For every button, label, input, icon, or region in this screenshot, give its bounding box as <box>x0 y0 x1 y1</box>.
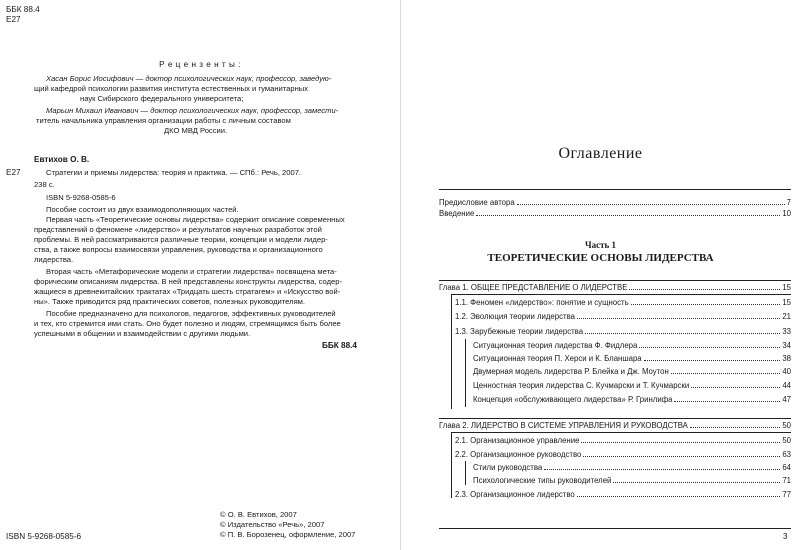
toc-entry-page: 71 <box>782 476 791 485</box>
toc-entry <box>455 489 791 500</box>
toc-divider <box>439 418 791 419</box>
toc-entry <box>439 208 791 219</box>
toc-bracket <box>465 461 466 485</box>
annotation-line: проблемы. В ней рассматриваются различные теории, концепции и модели лидер- <box>34 235 328 244</box>
toc-entry-page: 40 <box>782 367 791 376</box>
toc-entry-page: 15 <box>782 298 791 307</box>
toc-entry-page: 47 <box>782 395 791 404</box>
toc-leader <box>629 289 780 290</box>
toc-entry-title: 2.3. Организационное лидерство <box>455 490 575 499</box>
toc-entry-page: 7 <box>786 198 791 207</box>
copyright-line: © Издательство «Речь», 2007 <box>220 520 325 529</box>
toc-entry <box>455 326 791 337</box>
reviewer-line: наук Сибирского федерального университета; <box>80 94 244 103</box>
toc-divider <box>451 294 791 295</box>
citation-line: Стратегии и приемы лидерства: теория и практика. — СПб.: Речь, 2007. <box>46 168 302 177</box>
toc-bracket <box>451 294 452 409</box>
part-title: ТЕОРЕТИЧЕСКИЕ ОСНОВЫ ЛИДЕРСТВА <box>487 252 714 264</box>
annotation-line: форическим описаниям лидерства. В ней представлены конструкты лидерства, содер- <box>34 277 343 286</box>
copyright-line: © П. В. Борозенец, оформление, 2007 <box>220 530 356 539</box>
toc-divider <box>439 280 791 281</box>
annotation-line: успешными в общении и взаимодействии с другими людьми. <box>34 329 251 338</box>
toc-entry-page: 63 <box>782 450 791 459</box>
toc-leader <box>583 456 780 457</box>
toc-entry-page: 15 <box>782 283 791 292</box>
toc-entry-title: Ситуационная теория П. Херси и К. Бланшара <box>473 354 642 363</box>
toc-entry <box>473 475 791 486</box>
footer-rule <box>439 528 791 529</box>
toc-entry-title: Концепция «обслуживающего лидерства» Р. Гринлифа <box>473 395 673 404</box>
toc-divider <box>439 189 791 190</box>
toc-leader <box>631 304 781 305</box>
toc-entry-page: 50 <box>782 436 791 445</box>
toc-leader <box>690 427 780 428</box>
toc-entry-title: 1.3. Зарубежные теории лидерства <box>455 327 584 336</box>
bbk-code-top: ББК 88.4 <box>6 5 40 14</box>
toc-leader <box>639 347 780 348</box>
toc-leader <box>544 469 780 470</box>
toc-leader <box>577 496 781 497</box>
toc-chapter-title: Глава 1. ОБЩЕЕ ПРЕДСТАВЛЕНИЕ О ЛИДЕРСТВЕ <box>439 283 628 292</box>
toc-entry-page: 44 <box>782 381 791 390</box>
toc-entry-page: 10 <box>782 209 791 218</box>
toc-chapter <box>439 420 791 431</box>
toc-leader <box>613 482 780 483</box>
toc-entry <box>439 197 791 208</box>
toc-leader <box>581 442 780 443</box>
toc-entry-page: 77 <box>782 490 791 499</box>
annotation-line: представлений о феномене «лидерство» и результатов научных разработок этой <box>34 225 322 234</box>
toc-bracket <box>465 339 466 407</box>
toc-entry <box>473 394 791 405</box>
toc-entry-page: 34 <box>782 341 791 350</box>
reviewer-line: ДКО МВД России. <box>164 126 228 135</box>
reviewer-line: Марьин Михаил Иванович — доктор психологических наук, профессор, замести- <box>46 106 339 115</box>
annotation-line: Вторая часть «Метафорические модели и стратегии лидерства» посвящена мета- <box>46 267 337 276</box>
toc-entry-page: 50 <box>782 421 791 430</box>
toc-entry-title: Ситуационная теория лидерства Ф. Фидлера <box>473 341 638 350</box>
toc-entry-page: 38 <box>782 354 791 363</box>
toc-entry-title: Стили руководства <box>473 463 543 472</box>
toc-entry-title: 1.1. Феномен «лидерство»: понятие и сущность <box>455 298 629 307</box>
annotation-line: жащиеся в древнекитайских трактатах «Тридцать шесть стратагем» и «Искусство вой- <box>34 287 341 296</box>
toc-entry-title: 1.2. Эволюция теории лидерства <box>455 312 575 321</box>
annotation-line: Пособие предназначено для психологов, педагогов, эффективных руководителей <box>46 309 336 318</box>
author-mark-top: Е27 <box>6 15 21 24</box>
toc-entry-title: Введение <box>439 209 475 218</box>
toc-divider <box>451 432 791 433</box>
toc-entry-title: 2.2. Организационное руководство <box>455 450 582 459</box>
toc-entry <box>455 311 791 322</box>
toc-leader <box>577 318 780 319</box>
page-number: 3 <box>783 532 788 541</box>
toc-entry-page: 64 <box>782 463 791 472</box>
toc-entry <box>473 366 791 377</box>
part-label: Часть 1 <box>584 240 617 250</box>
toc-chapter <box>439 282 791 293</box>
toc-entry <box>455 435 791 446</box>
toc-entry-title: Ценностная теория лидерства С. Кучмарски и Т. Кучмарски <box>473 381 690 390</box>
annotation-line: Пособие состоит из двух взаимодополняющих частей. <box>46 205 239 214</box>
toc-leader <box>691 387 780 388</box>
toc-entry <box>455 297 791 308</box>
annotation-line: и тех, кто стремится ими стать. Оно будет полезно и людям, стремящимся быть более <box>34 319 341 328</box>
toc-entry-page: 33 <box>782 327 791 336</box>
right-page <box>401 0 800 550</box>
reviewer-line: Хасан Борис Иосифович — доктор психологических наук, профессор, заведую- <box>46 74 332 83</box>
reviewer-line: щий кафедрой психологии развития института естественных и гуманитарных <box>34 84 309 93</box>
toc-leader <box>585 333 780 334</box>
toc-leader <box>476 215 780 216</box>
annotation-line: ства, а также вопросы взаимосвязи управления, руководства и организационного <box>34 245 323 254</box>
annotation-line: Первая часть «Теоретические основы лидерства» содержит описание современных <box>46 215 345 224</box>
toc-entry <box>473 340 791 351</box>
toc-entry-page: 21 <box>782 312 791 321</box>
isbn-line: ISBN 5-9268-0585-6 <box>46 193 116 202</box>
toc-bracket <box>451 432 452 498</box>
toc-entry <box>473 380 791 391</box>
isbn-bottom: ISBN 5-9268-0585-6 <box>6 532 82 541</box>
annotation-line: лидерства. <box>34 255 74 264</box>
toc-leader <box>671 373 780 374</box>
toc-entry-title: Предисловие автора <box>439 198 515 207</box>
toc-leader <box>644 360 781 361</box>
author-name: Евтихов О. В. <box>34 155 90 164</box>
citation-line: 238 с. <box>34 180 55 189</box>
toc-entry-title: Психологические типы руководителей <box>473 476 612 485</box>
catalog-code: Е27 <box>6 168 21 177</box>
reviewer-line: титель начальника управления организации работы с личным составом <box>36 116 291 125</box>
toc-leader <box>674 401 780 402</box>
reviewers-heading: Р е ц е н з е н т ы : <box>159 60 241 69</box>
toc-leader <box>517 204 785 205</box>
copyright-line: © О. В. Евтихов, 2007 <box>220 510 297 519</box>
bbk-code-bottom: ББК 88.4 <box>322 341 357 350</box>
toc-entry <box>455 449 791 460</box>
toc-title: Оглавление <box>558 145 643 162</box>
toc-entry-title: 2.1. Организационное управление <box>455 436 580 445</box>
toc-entry <box>473 353 791 364</box>
toc-entry <box>473 462 791 473</box>
toc-chapter-title: Глава 2. ЛИДЕРСТВО В СИСТЕМЕ УПРАВЛЕНИЯ И РУКОВОДСТВА <box>439 421 688 430</box>
toc-entry-title: Двумерная модель лидерства Р. Блейка и Дж. Моутон <box>473 367 669 376</box>
annotation-line: ны». Также приводится ряд практических советов, полезных руководителям. <box>34 297 306 306</box>
